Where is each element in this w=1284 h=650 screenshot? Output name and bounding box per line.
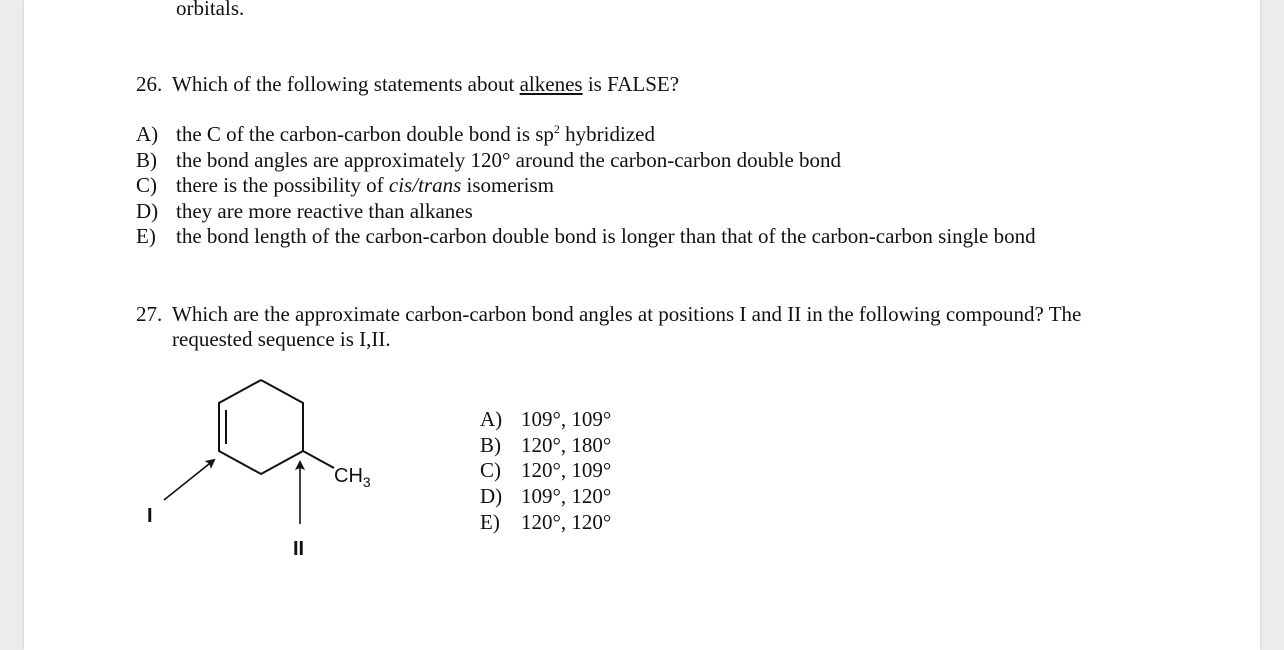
methyl-label: $CH_3$ [334, 465, 371, 490]
document-page [24, 0, 1260, 650]
question-stem-line-1: Which are the approximate carbon-carbon bond angles at positions I and II in the following compound? The [172, 302, 1082, 326]
arrow-position-I [164, 460, 214, 500]
stem-text-underlined: alkenes [519, 72, 583, 96]
option-text: 120°, 109° [521, 458, 612, 482]
option-letter: E) [136, 224, 156, 248]
option-text: the bond length of the carbon-carbon double bond is longer than that of the carbon-carbon single bond [176, 224, 1036, 248]
question-number: 26. [136, 72, 163, 96]
cyclohexene-ring [219, 380, 303, 474]
methyl-bond [303, 451, 334, 468]
question-number: 27. [136, 302, 163, 326]
question-stem-line-2: requested sequence is I,II. [172, 327, 391, 351]
position-I-label: I [147, 505, 153, 527]
methylcyclohexene-structure [24, 0, 444, 600]
stem-text-post: is FALSE? [587, 72, 680, 96]
option-letter: D) [480, 484, 503, 508]
position-II-label: II [293, 538, 305, 560]
option-letter: E) [480, 510, 500, 534]
stem-text-pre: Which of the following statements about [172, 72, 515, 96]
option-letter: D) [136, 199, 159, 223]
option-text: 109°, 120° [521, 484, 612, 508]
option-text: the bond angles are approximately 120° around the carbon-carbon double bond [176, 148, 842, 172]
option-letter: A) [480, 407, 503, 431]
option-letter: B) [136, 148, 157, 172]
option-text: there is the possibility of cis/trans isomerism [176, 173, 554, 197]
option-letter: C) [480, 458, 501, 482]
previous-question-fragment: orbitals. [176, 0, 245, 20]
option-text: the C of the carbon-carbon double bond is $sp^2$ hybridized [176, 122, 655, 146]
option-letter: B) [480, 433, 501, 457]
option-letter: A) [136, 122, 159, 146]
option-text: 120°, 180° [521, 433, 612, 457]
option-text: 120°, 120° [521, 510, 612, 534]
option-text: they are more reactive than alkanes [176, 199, 473, 223]
option-text: 109°, 109° [521, 407, 612, 431]
option-letter: C) [136, 173, 157, 197]
